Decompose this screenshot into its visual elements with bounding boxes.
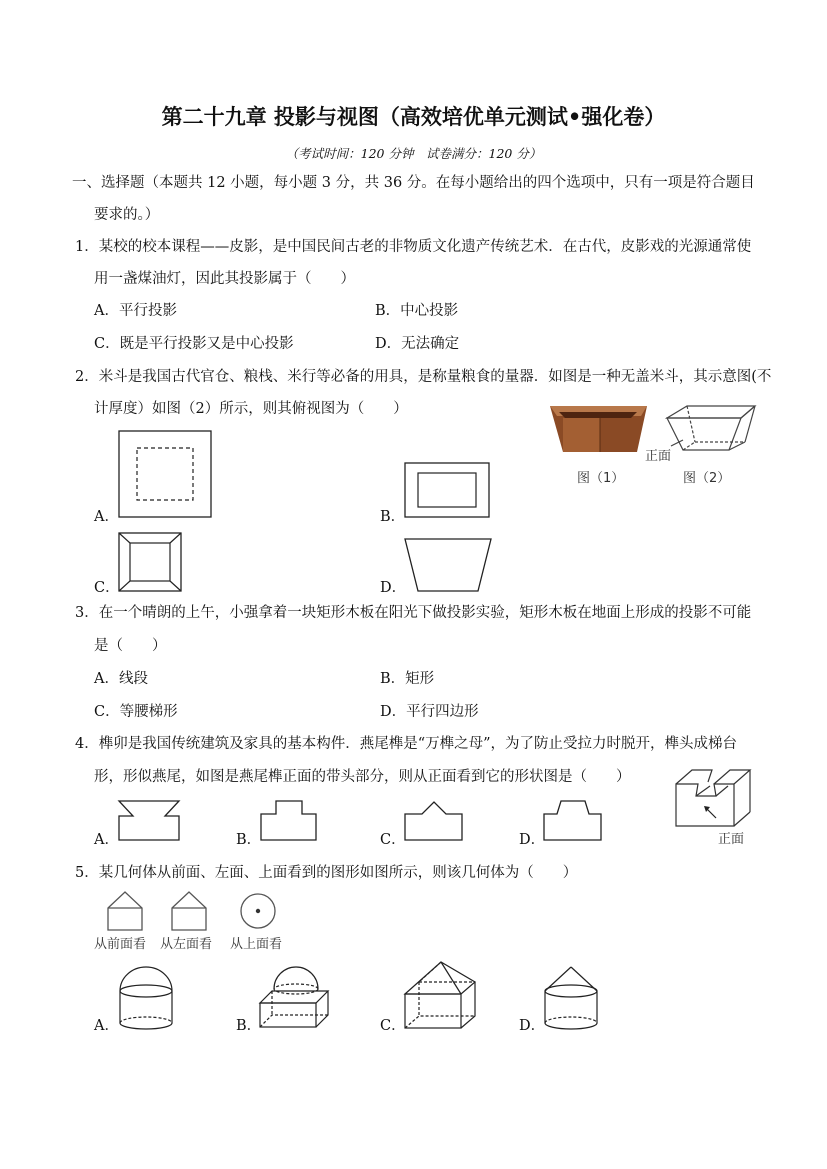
- q3-option-c[interactable]: C．等腰梯形: [94, 704, 178, 720]
- q4-option-c[interactable]: C．: [380, 832, 406, 848]
- q4-stem: 4．榫卯是我国传统建筑及家具的基本构件．燕尾榫是“万榫之母”，为了防止受拉力时脱开，榫头成梯台: [75, 736, 738, 752]
- q4-stem-cont: 形，形似燕尾，如图是燕尾榫正面的带头部分，则从正面看到它的形状图是（ ）: [94, 769, 631, 785]
- q2-option-d[interactable]: D．: [380, 580, 407, 596]
- q3-option-d[interactable]: D．平行四边形: [380, 704, 479, 720]
- q2-option-a[interactable]: A．: [94, 509, 119, 525]
- q3-stem-cont: 是（ ）: [94, 638, 167, 654]
- q4-option-d[interactable]: D．: [519, 832, 546, 848]
- front-view-shape: [108, 892, 142, 930]
- q1-option-c[interactable]: C．既是平行投影又是中心投影: [94, 336, 294, 352]
- q5-option-c[interactable]: C．: [380, 1018, 406, 1034]
- q5-figure-d[interactable]: [543, 965, 603, 1035]
- q5-figure-b[interactable]: [258, 965, 332, 1035]
- q5-option-a[interactable]: A．: [94, 1018, 119, 1034]
- page-title: 第二十九章 投影与视图（高效培优单元测试•强化卷）: [161, 104, 666, 129]
- q1-option-d[interactable]: D．无法确定: [375, 336, 460, 352]
- q4-option-b[interactable]: B．: [236, 832, 262, 848]
- q5-option-b[interactable]: B．: [236, 1018, 262, 1034]
- section-heading: 一、选择题（本题共 12 小题，每小题 3 分，共 36 分。在每小题给出的四个选项中，只有一项是符合题目: [72, 175, 755, 191]
- q5-figure-a[interactable]: [116, 965, 178, 1035]
- q5-option-d[interactable]: D．: [519, 1018, 546, 1034]
- q3-option-b[interactable]: B．矩形: [380, 671, 435, 687]
- q4-figure-a[interactable]: [118, 800, 182, 844]
- q1-stem: 1．某校的校本课程——皮影，是中国民间古老的非物质文化遗产传统艺术．在古代，皮影戏的光源通常使: [75, 239, 752, 255]
- q1-option-b[interactable]: B．中心投影: [375, 303, 459, 319]
- q2-stem: 2．米斗是我国古代官仓、粮栈、米行等必备的用具，是称量粮食的量器．如图是一种无盖米斗，其示意图(不: [75, 369, 772, 385]
- q2-figure-b[interactable]: [404, 462, 492, 520]
- figure-1-caption: 图（1）: [577, 471, 625, 486]
- q2-option-c[interactable]: C．: [94, 580, 120, 596]
- q2-stem-cont: 计厚度）如图（2）所示，则其俯视图为（ ）: [94, 401, 408, 417]
- dovetail-joint-figure: [668, 762, 768, 852]
- left-view-label: 从左面看: [160, 937, 213, 952]
- front-label: 正面: [645, 449, 672, 464]
- q4-figure-b[interactable]: [260, 800, 320, 844]
- q2-option-b[interactable]: B．: [380, 509, 406, 525]
- left-view-shape: [172, 892, 206, 930]
- q4-figure-d[interactable]: [543, 800, 605, 844]
- q2-figure-a[interactable]: [118, 430, 214, 520]
- q1-option-a[interactable]: A．平行投影: [94, 303, 177, 319]
- rice-measure-figure: [545, 398, 765, 493]
- front-label-q4: 正面: [718, 832, 745, 847]
- top-view-label: 从上面看: [230, 937, 283, 952]
- q3-option-a[interactable]: A．线段: [94, 671, 148, 687]
- q2-figure-d[interactable]: [404, 538, 494, 594]
- exam-info: （考试时间：120 分钟 试卷满分：120 分）: [285, 146, 542, 161]
- q4-figure-c[interactable]: [404, 800, 466, 844]
- section-heading-cont: 要求的。）: [94, 207, 160, 223]
- three-views-figure: [94, 888, 324, 954]
- front-view-label: 从前面看: [94, 937, 147, 952]
- q1-stem-cont: 用一盏煤油灯，因此其投影属于（ ）: [94, 271, 355, 287]
- q3-stem: 3．在一个晴朗的上午，小强拿着一块矩形木板在阳光下做投影实验，矩形木板在地面上形成的投影不可能: [75, 605, 752, 621]
- q4-option-a[interactable]: A．: [94, 832, 119, 848]
- measure-schematic: [667, 406, 755, 450]
- wooden-measure-photo: [550, 406, 647, 452]
- q2-figure-c[interactable]: [118, 532, 184, 594]
- q5-figure-c[interactable]: [403, 960, 479, 1036]
- q5-stem: 5．某几何体从前面、左面、上面看到的图形如图所示，则该几何体为（ ）: [75, 865, 578, 881]
- figure-2-caption: 图（2）: [683, 471, 731, 486]
